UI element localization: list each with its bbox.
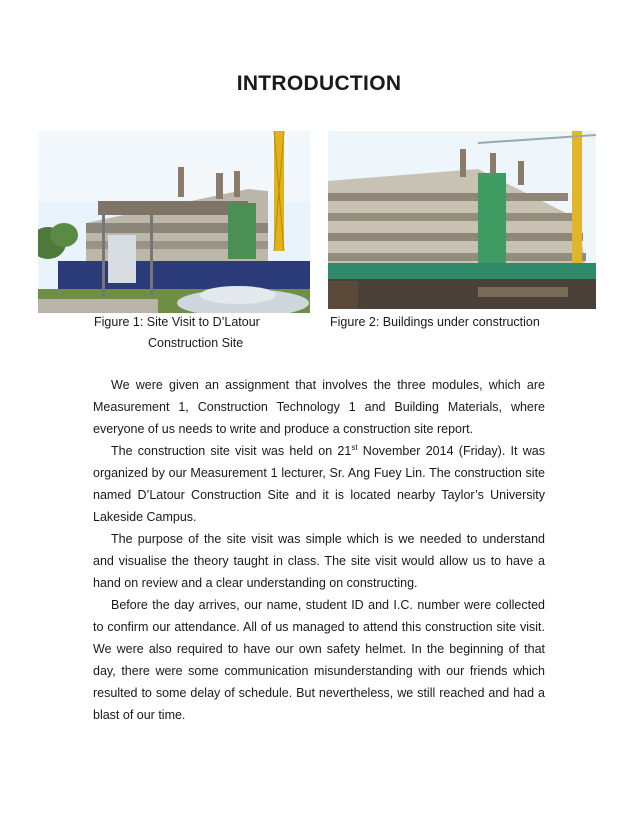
- figure-2-caption: Figure 2: Buildings under construction: [330, 315, 540, 329]
- page-title: INTRODUCTION: [236, 72, 402, 95]
- date-ordinal: st: [351, 442, 358, 452]
- figure-1-caption-continued: Construction Site: [148, 336, 244, 350]
- paragraph-2-rest: November 2014 (Friday). It was organized by our Measurement 1 lecturer, Sr. Ang Fuey Lin. The construction site named D’Latour Construction Site and it is located nearby Taylor’s University Lakeside Campus.: [93, 444, 545, 524]
- figure-1-caption: Figure 1: Site Visit to D’Latour: [94, 315, 260, 329]
- body-text: [93, 374, 545, 726]
- paragraph-3: The purpose of the site visit was simple which is we needed to understand and visualise the theory taught in class. The site visit would allow us to have a hand on review and a clear understanding on constructing.: [93, 532, 545, 590]
- paragraph-4: Before the day arrives, our name, student ID and I.C. number were collected to confirm our attendance. All of us managed to attend this construction site visit. We were also required to have our own safety helmet. In the beginning of that day, there were some communication misunderstanding with our friends which resulted to some delay of schedule. But nevertheless, we still reached and had a blast of our time.: [93, 598, 545, 722]
- paragraph-1: We were given an assignment that involves the three modules, which are Measurement 1, Construction Technology 1 and Building Materials, where everyone of us needs to write and produce a construction site report.: [93, 378, 545, 436]
- figure-1-photo: [38, 131, 310, 313]
- paragraph-2-start: The construction site visit was held on 21: [111, 444, 352, 458]
- figure-2-photo: [328, 131, 596, 309]
- paragraph-2: [93, 440, 545, 528]
